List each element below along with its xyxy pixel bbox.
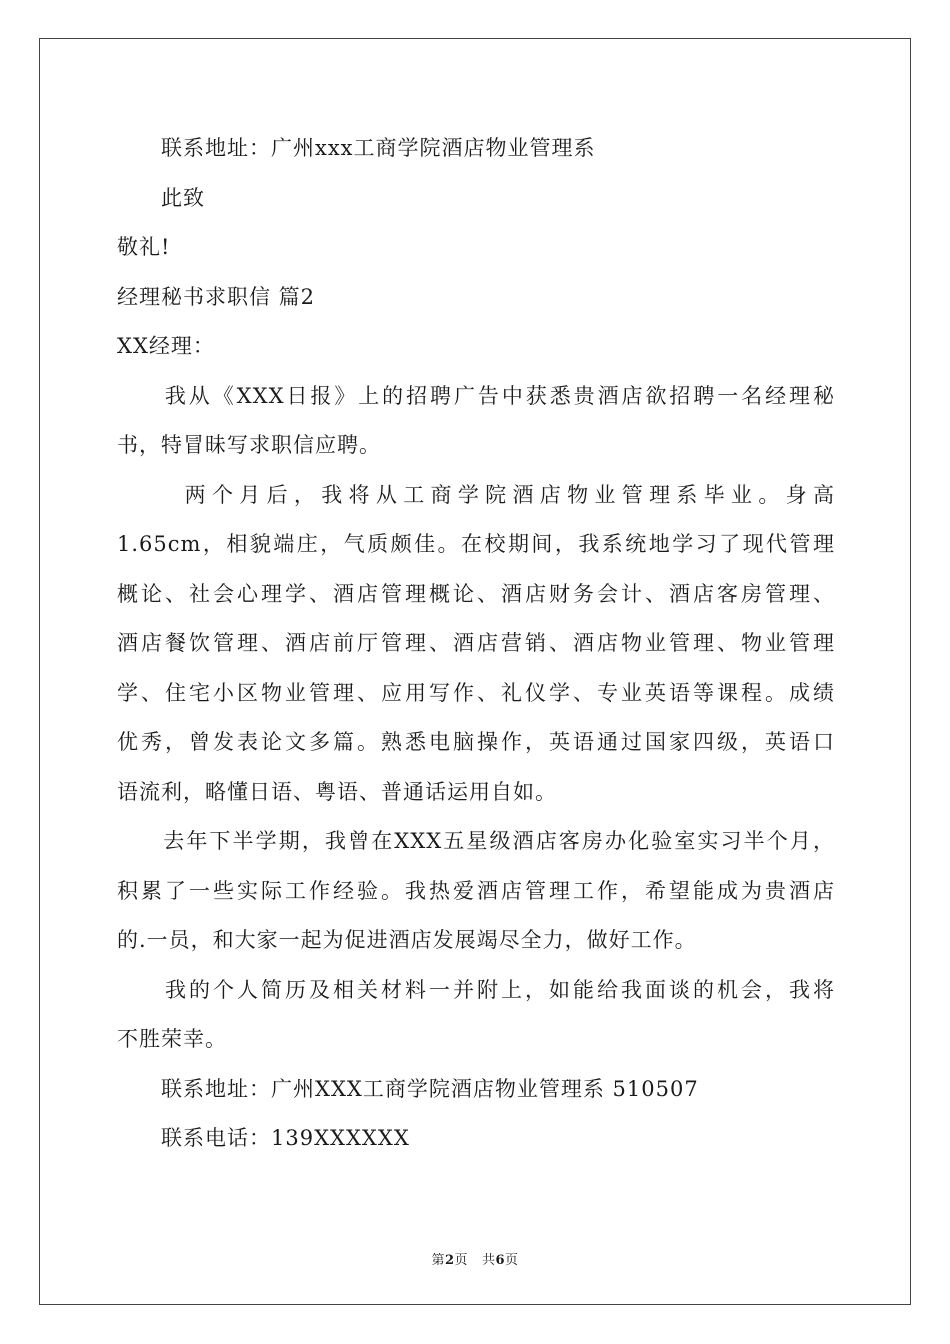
text-line: 联系地址：广州xxx工商学院酒店物业管理系 bbox=[117, 136, 596, 160]
text-line: 学、住宅小区物业管理、应用写作、礼仪学、专业英语等课程。成绩 bbox=[117, 680, 835, 705]
page-number: 2 bbox=[444, 1253, 455, 1268]
text-line: 酒店餐饮管理、酒店前厅管理、酒店营销、酒店物业管理、物业管理 bbox=[117, 631, 835, 655]
total-pages: 6 bbox=[495, 1253, 506, 1268]
total-suffix: 页 bbox=[505, 1253, 519, 1268]
text-line: 联系电话：139XXXXXX bbox=[117, 1126, 410, 1150]
text-line: 去年下半学期，我曾在XXX五星级酒店客房办化验室实习半个月， bbox=[117, 829, 835, 853]
page-footer bbox=[0, 1249, 950, 1268]
text-line: 我的个人简历及相关材料一并附上，如能给我面谈的机会，我将 bbox=[117, 977, 835, 1002]
text-line: 不胜荣幸。 bbox=[117, 1027, 227, 1051]
text-line: 语流利，略懂日语、粤语、普通话运用自如。 bbox=[117, 779, 557, 804]
text-line: 积累了一些实际工作经验。我热爱酒店管理工作，希望能成为贵酒店 bbox=[117, 878, 835, 903]
text-line: 书，特冒昧写求职信应聘。 bbox=[117, 433, 381, 457]
text-line: 1.65cm，相貌端庄，气质颇佳。在校期间，我系统地学习了现代管理 bbox=[117, 532, 835, 556]
text-line: 经理秘书求职信 篇2 bbox=[117, 284, 316, 309]
text-line: 我从《XXX日报》上的招聘广告中获悉贵酒店欲招聘一名经理秘 bbox=[117, 383, 835, 408]
text-line: 优秀，曾发表论文多篇。熟悉电脑操作，英语通过国家四级，英语口 bbox=[117, 730, 835, 754]
text-line: 联系地址：广州XXX工商学院酒店物业管理系 510507 bbox=[117, 1076, 699, 1101]
text-line: 敬礼! bbox=[117, 235, 171, 259]
text-line: 此致 bbox=[117, 185, 205, 210]
text-line: XX经理： bbox=[117, 334, 215, 358]
letter-body bbox=[117, 124, 835, 1164]
page-suffix: 页 bbox=[454, 1253, 469, 1268]
text-line: 的.一员，和大家一起为促进酒店发展竭尽全力，做好工作。 bbox=[117, 928, 697, 952]
text-line: 概论、社会心理学、酒店管理概论、酒店财务会计、酒店客房管理、 bbox=[117, 581, 835, 606]
text-line: 两个月后，我将从工商学院酒店物业管理系毕业。身高 bbox=[117, 482, 835, 507]
page-prefix: 第 bbox=[431, 1253, 445, 1268]
total-prefix: 共 bbox=[481, 1253, 496, 1268]
